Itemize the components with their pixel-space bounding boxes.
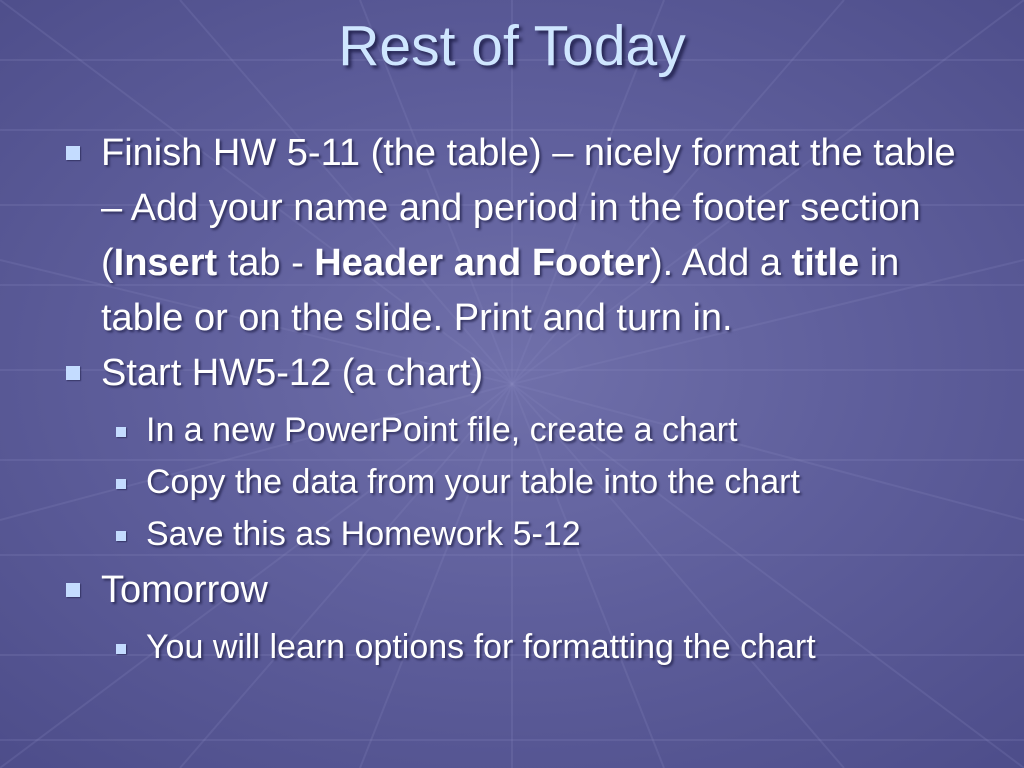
text-segment: in table or on the slide. Print and turn in. bbox=[101, 242, 900, 339]
sub-bullet-text: Save this as Homework 5-12 bbox=[146, 515, 581, 553]
square-bullet-icon bbox=[66, 146, 80, 160]
bold-insert: Insert bbox=[113, 242, 218, 284]
sub-bullet-text: You will learn options for formatting the chart bbox=[146, 628, 816, 666]
sub-bullet-item bbox=[101, 407, 962, 453]
bullet-text bbox=[101, 132, 956, 339]
bold-title: title bbox=[791, 242, 860, 284]
text-segment: ). Add a bbox=[650, 242, 792, 284]
square-bullet-icon bbox=[116, 531, 126, 541]
square-bullet-icon bbox=[116, 479, 126, 489]
sub-bullet-item bbox=[101, 624, 962, 670]
bullet-item-finish-hw bbox=[62, 126, 962, 346]
square-bullet-icon bbox=[116, 644, 126, 654]
bullet-text: Tomorrow bbox=[101, 569, 268, 611]
square-bullet-icon bbox=[116, 427, 126, 437]
bullet-item-start-hw bbox=[62, 346, 962, 401]
text-segment: Finish HW 5-11 (the table) – nicely format the table – Add your name and period in the footer section ( bbox=[101, 132, 956, 284]
sub-bullet-item bbox=[101, 511, 962, 557]
slide-title: Rest of Today bbox=[338, 14, 686, 78]
bullet-text: Start HW5-12 (a chart) bbox=[101, 352, 484, 394]
sub-bullet-item bbox=[101, 459, 962, 505]
bold-header-footer: Header and Footer bbox=[314, 242, 651, 284]
slide-body bbox=[62, 126, 962, 670]
bullet-item-tomorrow bbox=[62, 563, 962, 618]
sub-bullet-text: Copy the data from your table into the chart bbox=[146, 463, 800, 501]
sub-bullet-text: In a new PowerPoint file, create a chart bbox=[146, 411, 738, 449]
text-segment: tab - bbox=[217, 242, 315, 284]
square-bullet-icon bbox=[66, 366, 80, 380]
square-bullet-icon bbox=[66, 583, 80, 597]
